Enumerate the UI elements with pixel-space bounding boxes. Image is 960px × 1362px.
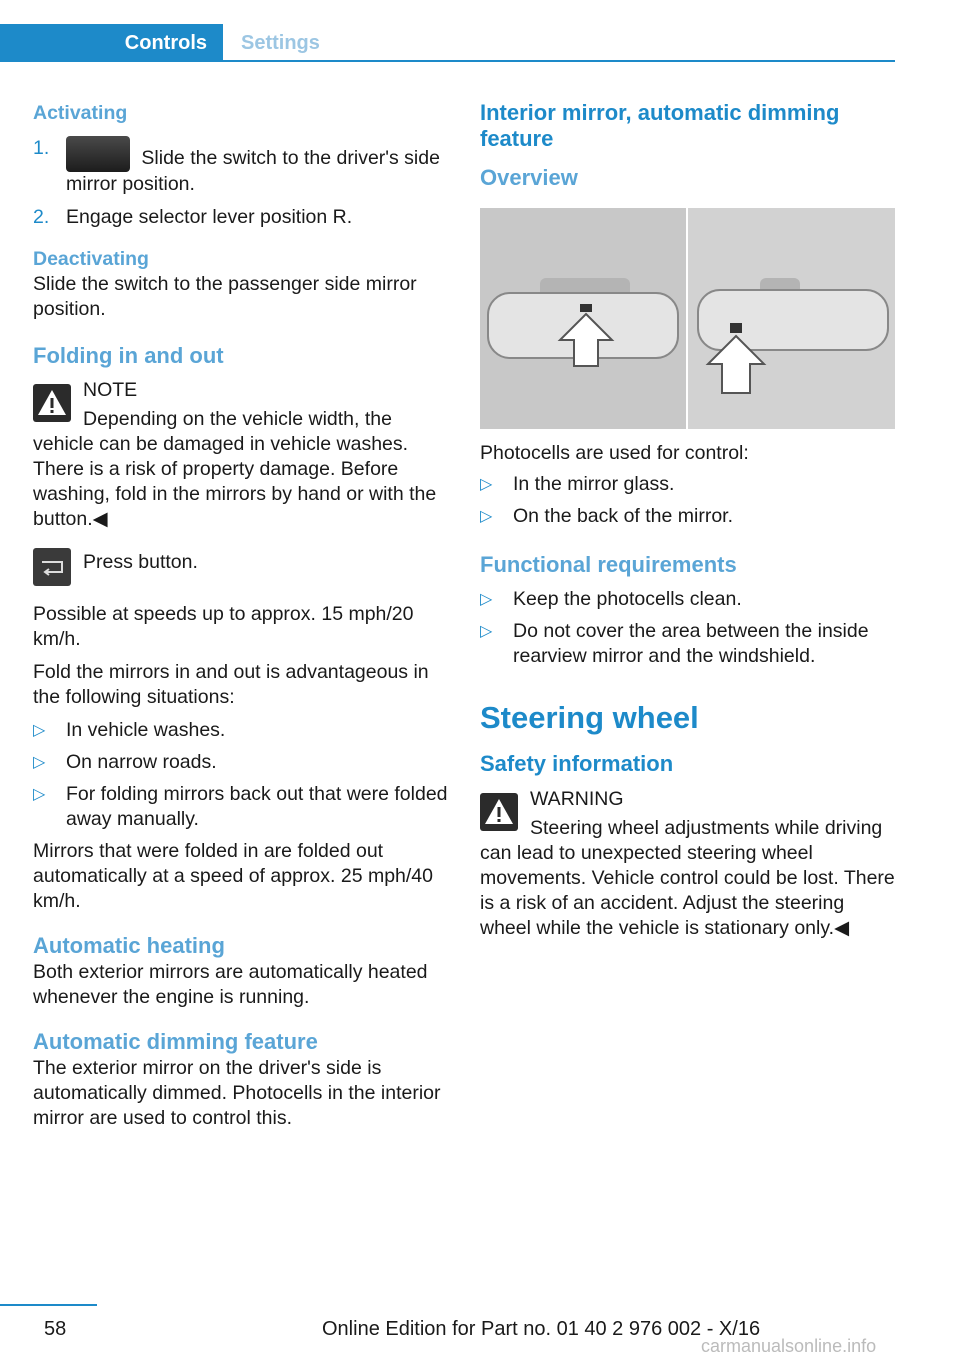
tab-settings[interactable]: Settings (241, 31, 320, 54)
note-block (33, 378, 451, 403)
folded-out-text: Mirrors that were folded in are folded out automatically at a speed of approx. 25 mph/40 km/h. (33, 840, 433, 912)
list-item-text: Keep the photocells clean. (513, 588, 742, 610)
list-item (480, 619, 898, 669)
warning-label: WARNING (530, 788, 624, 810)
header-tabs (0, 24, 895, 62)
list-item (33, 205, 451, 230)
activating-steps (33, 136, 451, 230)
bullet-triangle-icon: ▷ (480, 591, 493, 608)
photocells-list (480, 472, 898, 529)
left-column (33, 100, 451, 1131)
deactivating-text: Slide the switch to the passenger side mirror position. (33, 273, 417, 320)
right-column (480, 100, 898, 941)
folding-heading: Folding in and out (33, 343, 224, 368)
list-item-text: In vehicle washes. (66, 719, 226, 741)
page-number: 58 (44, 1318, 67, 1340)
step-text: Slide the switch to the driver's side mirror position. (66, 147, 440, 195)
online-edition: Online Edition for Part no. 01 40 2 976 002 - X/16 (322, 1318, 761, 1340)
list-item (480, 587, 898, 612)
activating-heading: Activating (33, 102, 128, 124)
list-item-text: On narrow roads. (66, 751, 217, 773)
list-item-text: In the mirror glass. (513, 473, 675, 495)
warning-text: Steering wheel adjustments while driving can lead to unexpected steering wheel movements. Vehicle control could be lost. There is a risk of an accident. Adjust the steering wheel while the vehicle is stationary only.◀ (480, 817, 895, 939)
bullet-triangle-icon: ▷ (480, 476, 493, 493)
situations-list (33, 718, 451, 832)
footer-rule (0, 1304, 97, 1306)
steering-wheel-heading: Steering wheel (480, 700, 699, 735)
mirror-image (480, 208, 895, 429)
header-rule (0, 60, 895, 62)
list-item (33, 750, 451, 775)
note-label: NOTE (83, 379, 138, 401)
bullet-triangle-icon: ▷ (33, 754, 46, 771)
photocells-intro: Photocells are used for control: (480, 442, 749, 464)
list-item-text: On the back of the mirror. (513, 505, 734, 527)
dimming-text: The exterior mirror on the driver's side is automatically dimmed. Photocells in the interior mirror are used to control this. (33, 1057, 441, 1129)
interior-mirror-heading: Interior mirror, automatic dimming feature (480, 100, 840, 151)
functional-requirements-list (480, 587, 898, 669)
warning-block (480, 787, 898, 812)
mirror-switch-icon (66, 136, 130, 172)
fold-mirror-button-icon (33, 548, 71, 586)
fold-intro: Fold the mirrors in and out is advantageous in the following situations: (33, 661, 429, 708)
list-item-text: Do not cover the area between the inside rearview mirror and the windshield. (513, 620, 869, 667)
press-button-text: Press button. (83, 551, 198, 573)
warning-triangle-icon (33, 384, 71, 422)
dimming-heading: Automatic dimming feature (33, 1029, 318, 1054)
overview-heading: Overview (480, 165, 578, 190)
list-item (33, 718, 451, 743)
safety-information-heading: Safety information (480, 751, 674, 776)
bullet-triangle-icon: ▷ (480, 623, 493, 640)
step-number: 1. (33, 137, 50, 159)
note-text: Depending on the vehicle width, the vehicle can be damaged in vehicle washes. There is a risk of property damage. Before washing, fold in the mirrors by hand or with the button.◀ (33, 408, 437, 530)
step-number: 2. (33, 206, 50, 228)
list-item-text: For folding mirrors back out that were folded away manually. (66, 783, 448, 830)
list-item (33, 136, 451, 197)
heating-heading: Automatic heating (33, 933, 225, 958)
list-item (480, 472, 898, 497)
tab-controls[interactable]: Controls (0, 24, 223, 62)
list-item (480, 504, 898, 529)
bullet-triangle-icon: ▷ (480, 508, 493, 525)
functional-requirements-heading: Functional requirements (480, 552, 737, 577)
deactivating-heading: Deactivating (33, 248, 149, 270)
warning-triangle-icon (480, 793, 518, 831)
fold-button-row (33, 548, 451, 592)
watermark: carmanualsonline.info (701, 1336, 877, 1356)
heating-text: Both exterior mirrors are automatically heated whenever the engine is running. (33, 961, 428, 1008)
speeds-text: Possible at speeds up to approx. 15 mph/20 km/h. (33, 603, 414, 650)
step-text: Engage selector lever position R. (66, 206, 353, 228)
mirror-illustration (480, 208, 895, 429)
bullet-triangle-icon: ▷ (33, 786, 46, 803)
list-item (33, 782, 451, 832)
bullet-triangle-icon: ▷ (33, 722, 46, 739)
